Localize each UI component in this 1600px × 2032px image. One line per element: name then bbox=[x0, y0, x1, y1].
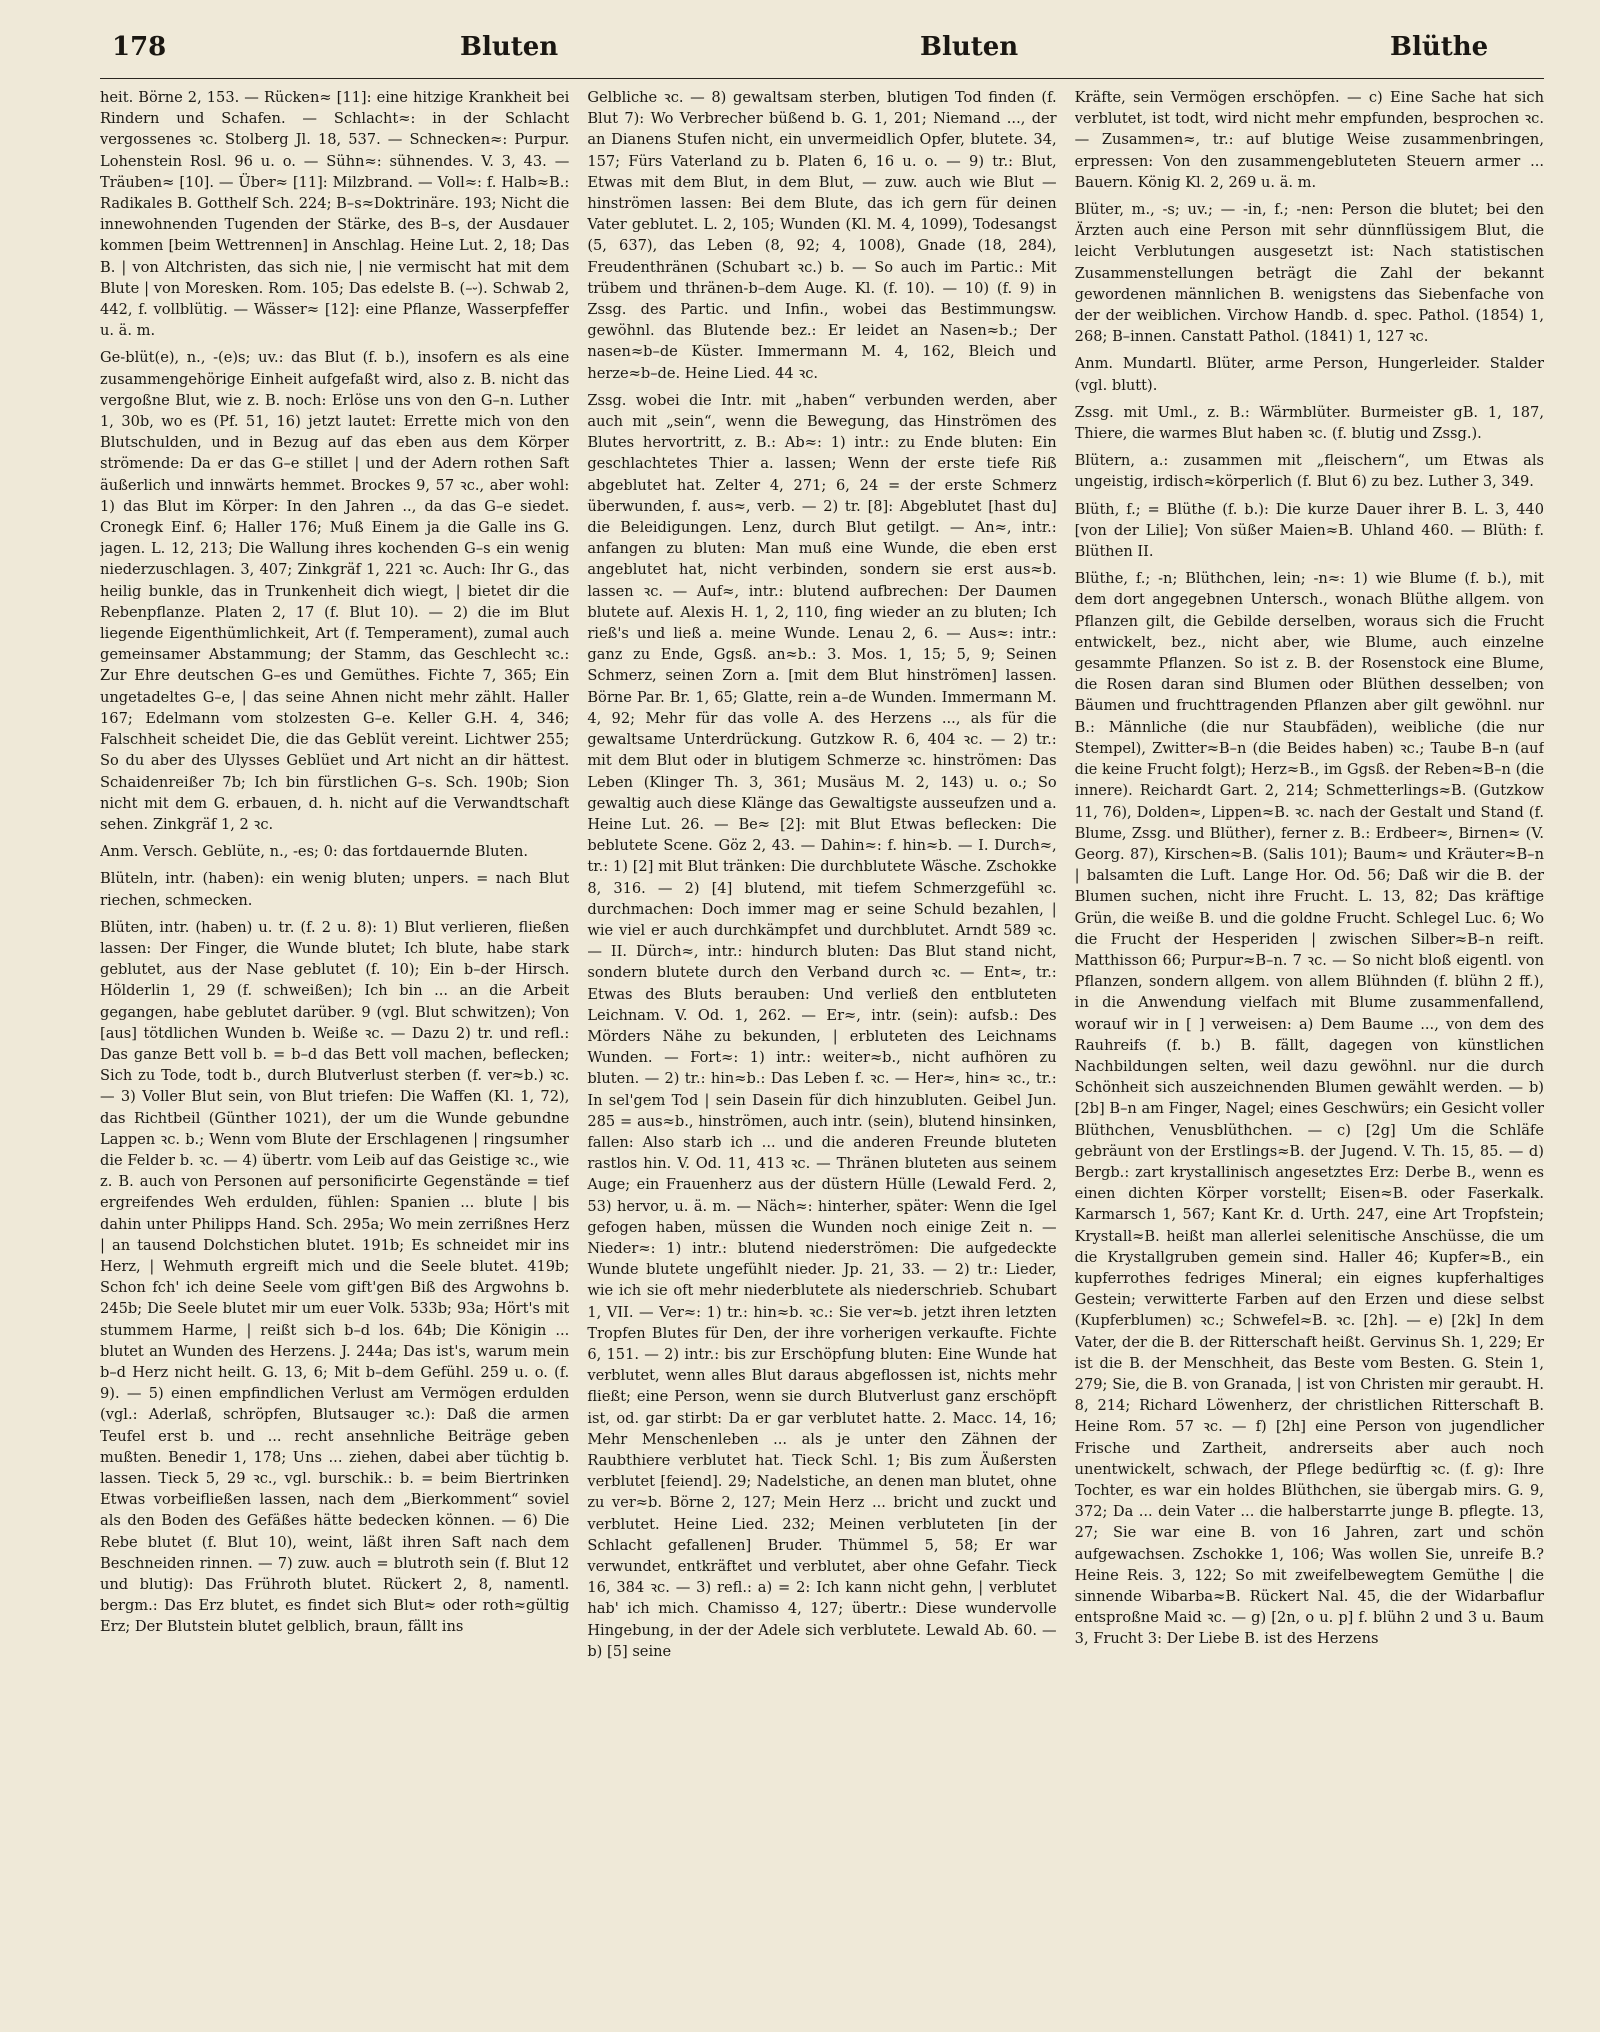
running-head-right: Blüthe bbox=[1390, 32, 1489, 62]
entry-paragraph: Blüten, intr. (haben) u. tr. (f. 2 u. 8): 1) Blut verlieren, fließen lassen: Der Finger, die Wunde blutet; Ich blute, habe stark geblutet, aus der Nase geblutet (f. 10); Ein b–der Hirsch. Hölderlin 1, 29 (f. schweißen); Ich bin ... an die Arbeit gegangen, habe geblutet darüber. 9 (vgl. Blut schwitzen); Von [aus] tötdlichen Wunden b. Weiße ꝛc. — Dazu 2) tr. und refl.: Das ganze Bett voll b. = b–d das Bett voll machen, beflecken; Sich zu Tode, todt b., durch Blutverlust sterben (f. ver≈b.) ꝛc. — 3) Voller Blut sein, von Blut triefen: Die Waffen (Kl. 1, 72), das Richtbeil (Günther 1021), der um die Wunde gebundne Lappen ꝛc. b.; Wenn vom Blute der Erschlagenen | ringsumher die Felder b. ꝛc. — 4) übertr. vom Leib auf das Geistige ꝛc., wie z. B. auch von Personen auf personificirte Gegenstände = tief ergreifendes Weh erdulden, fühlen: Spanien ... blute | bis dahin unter Philipps Hand. Sch. 295a; Wo mein zerrißnes Herz | an tausend Dolchstichen blutet. 191b; Es schneidet mir ins Herz, | Wehmuth ergreift mich und die Seele blutet. 419b; Schon fch' ich deine Seele vom gift'gen Biß des Argwohns b. 245b; Die Seele blutet mir um euer Volk. 533b; 93a; Hört's mit stummem Harme, | reißt sich b–d los. 64b; Die Königin ... blutet an Wunden des Herzens. J. 244a; Das ist's, warum mein b–d Herz nicht heilt. G. 13, 6; Mit b–dem Gefühl. 259 u. o. (f. 9). — 5) einen empfindlichen Verlust am Vermögen erdulden (vgl.: Aderlaß, schröpfen, Blutsauger ꝛc.): Daß die armen Teufel erst b. und ... recht ansehnliche Beiträge geben mußten. Benedir 1, 178; Uns ... ziehen, dabei aber tüchtig b. lassen. Tieck 5, 29 ꝛc., vgl. burschik.: b. = beim Biertrinken Etwas vorbeifließen lassen, nach dem „Bierkomment“ soviel als den Boden des Gefäßes hätte bedecken können. — 6) Die Rebe blutet (f. Blut 10), weint, läßt ihren Saft nach dem Beschneiden rinnen. — 7) zuw. auch = blutroth sein (f. Blut 12 und blutig): Das Frühroth blutet. Rückert 2, 8, namentl. bergm.: Das Erz blutet, es findet sich Blut≈ oder roth≈gültig Erz; Der Blutstein blutet gelblich, braun, fällt ins bbox=[100, 918, 570, 1636]
entry-paragraph: Kräfte, sein Vermögen erschöpfen. — c) Eine Sache hat sich verblutet, ist todt, wird nicht mehr empfunden, besprochen ꝛc. — Zusammen≈, tr.: auf blutige Weise zusammenbringen, erpressen: Von den zusammengebluteten Steuern armer ... Bauern. König Kl. 2, 269 u. ä. m. bbox=[1074, 89, 1544, 191]
entry-paragraph: Gelbliche ꝛc. — 8) gewaltsam sterben, blutigen Tod finden (f. Blut 7): Wo Verbrecher büßend b. G. 1, 201; Niemand ..., der an Dianens Stufen nicht, ein unvermeidlich Opfer, blutete. 34, 157; Fürs Vaterland zu b. Platen 6, 16 u. o. — 9) tr.: Blut, Etwas mit dem Blut, in dem Blut, — zuw. auch wie Blut — hinströmen lassen: Bei dem Blute, das ich gern für deinen Vater geblutet. L. 2, 105; Wunden (Kl. M. 4, 1099), Todesangst (5, 637), das Leben (8, 92; 4, 1008), Gnade (18, 284), Freudenthränen (Schubart ꝛc.) b. — So auch im Partic.: Mit trübem und thränen-b–dem Auge. Kl. (f. 10). — 10) (f. 9) in Zssg. des Partic. und Infin., wobei das Bestimmungsw. gewöhnl. das Blutende bez.: Er leidet an Nasen≈b.; Der nasen≈b–de Küster. Immermann M. 4, 162, Bleich und herze≈b–de. Heine Lied. 44 ꝛc. bbox=[587, 89, 1057, 382]
entry-paragraph: Zssg. mit Uml., z. B.: Wärmblüter. Burmeister gB. 1, 187, Thiere, die warmes Blut haben ꝛc. (f. blutig und Zssg.). bbox=[1074, 403, 1544, 443]
column-3 bbox=[1075, 87, 1544, 2017]
entry-paragraph: Blüteln, intr. (haben): ein wenig bluten; unpers. = nach Blut riechen, schmecken. bbox=[100, 870, 570, 909]
entry-paragraph: Blüter, m., -s; uv.; — -in, f.; -nen: Person die blutet; bei den Ärzten auch eine Person mit sehr dünnflüssigem Blut, die leicht Verblutungen ausgesetzt ist: Nach statistischen Zusammenstellungen beträgt die Zahl der bekannt gewordenen männlichen B. wenigstens das Siebenfache von der der weiblichen. Virchow Handb. d. spec. Pathol. (1854) 1, 268; B–innen. Canstatt Pathol. (1841) 1, 127 ꝛc. bbox=[1074, 201, 1544, 346]
page-number: 178 bbox=[112, 32, 167, 62]
column-2 bbox=[587, 87, 1056, 2017]
running-head-left: Bluten bbox=[460, 32, 559, 62]
entry-paragraph: Ge-blüt(e), n., -(e)s; uv.: das Blut (f. b.), insofern es als eine zusammengehörige Einheit aufgefaßt wird, also z. B. nicht das vergoßne Blut, wie z. B. noch: Erlöse uns von den G–n. Luther 1, 30b, wo es (Pf. 51, 16) jetzt lautet: Errette mich von den Blutschulden, und in Bezug auf das eben aus dem Körper strömende: Da er das G–e stillet | und der Adern rothen Saft äußerlich und innwärts hemmet. Brockes 9, 57 ꝛc., aber wohl: 1) das Blut im Körper: In den Jahren .., da das G–e siedet. Cronegk Einf. 6; Haller 176; Muß Einem ja die Galle ins G. jagen. L. 12, 213; Die Wallung ihres kochenden G–s ein wenig niederzuschlagen. 3, 407; Zinkgräf 1, 221 ꝛc. Auch: Ihr G., das heilig bunkle, das in Trunkenheit dich wiegt, | bietet dir die Rebenpflanze. Platen 2, 17 (f. Blut 10). — 2) die im Blut liegende Eigenthümlichkeit, Art (f. Temperament), zumal auch gemeinsamer Abstammung; der Stamm, das Geschlecht ꝛc.: Zur Ehre deutschen G–es und Gemüthes. Fichte 7, 365; Ein ungetadeltes G–e, | das seine Ahnen nicht mehr zählt. Haller 167; Edelmann vom stolzesten G–e. Keller G.H. 4, 346; Falschheit scheidet Die, die das Geblüt vereint. Lichtwer 255; So du aber des Ulysses Geblüet und Art nicht an dir hättest. Schaidenreißer 7b; Ich bin fürstlichen G–s. Sch. 190b; Sion nicht mit dem G. erbauen, d. h. nicht auf die Verwandtschaft sehen. Zinkgräf 1, 2 ꝛc. bbox=[100, 349, 570, 833]
text-columns bbox=[100, 87, 1544, 2017]
entry-paragraph: Blüth, f.; = Blüthe (f. b.): Die kurze Dauer ihrer B. L. 3, 440 [von der Lilie]; Von süßer Maien≈B. Uhland 460. — Blüth: f. Blüthen II. bbox=[1074, 500, 1544, 561]
entry-paragraph: Zssg. wobei die Intr. mit „haben“ verbunden werden, aber auch mit „sein“, wenn die Bewegung, das Hinströmen des Blutes hervortritt, z. B.: Ab≈: 1) intr.: zu Ende bluten: Ein geschlachtetes Thier a. lassen; Wenn der erste tiefe Riß abgeblutet hat. Zelter 4, 271; 6, 24 = der erste Schmerz überwunden, f. aus≈, verb. — 2) tr. [8]: Abgeblutet [hast du] die Beleidigungen. Lenz, durch Blut getilgt. — An≈, intr.: anfangen zu bluten: Man muß eine Wunde, die eben erst angeblutet hat, nicht verbinden, sondern sie erst aus≈b. lassen ꝛc. — Auf≈, intr.: blutend aufbrechen: Der Daumen blutete auf. Alexis H. 1, 2, 110, fing wieder an zu bluten; Ich rieß's und ließ a. meine Wunde. Lenau 2, 6. — Aus≈: intr.: ganz zu Ende, Ggsß. an≈b.: 3. Mos. 1, 15; 5, 9; Seinen Schmerz, seinen Zorn a. [mit dem Blut hinströmen] lassen. Börne Par. Br. 1, 65; Glatte, rein a–de Wunden. Immermann M. 4, 92; Mehr für das volle A. des Herzens ..., als für die gewaltsame Unterdrückung. Gutzkow R. 6, 404 ꝛc. — 2) tr.: mit dem Blut oder in blutigem Schmerze ꝛc. hinströmen: Das Leben (Klinger Th. 3, 361; Musäus M. 2, 143) u. o.; So gewaltig auch diese Klänge das Gewaltigste ausseufzen und a. Heine Lut. 26. — Be≈ [2]: mit Blut Etwas beflecken: Die beblutete Scene. Göz 2, 43. — Dahin≈: f. hin≈b. — I. Durch≈, tr.: 1) [2] mit Blut tränken: Die durchblutete Wäsche. Zschokke 8, 316. — 2) [4] blutend, mit tiefem Schmerzgefühl ꝛc. durchmachen: Doch immer mag er seine Schuld bezahlen, | wie viel er auch durchkämpfet und durchblutet. Arndt 589 ꝛc. — II. Dürch≈, intr.: hindurch bluten: Das Blut stand nicht, sondern blutete durch den Verband durch ꝛc. — Ent≈, tr.: Etwas des Bluts berauben: Und verließ den entbluteten Leichnam. V. Od. 1, 262. — Er≈, intr. (sein): aufsb.: Des Mörders Nähe zu bekunden, | erbluteten des Leichnams Wunden. — Fort≈: 1) intr.: weiter≈b., nicht aufhören zu bluten. — 2) tr.: hin≈b.: Das Leben f. ꝛc. — Her≈, hin≈ ꝛc., tr.: In sel'gem Tod | sein Dasein für dich hinzubluten. Geibel Jun. 285 = aus≈b., hinströmen, auch intr. (sein), blutend hinsinken, fallen: Also starb ich ... und die anderen Freunde bluteten rastlos hin. V. Od. 11, 413 ꝛc. — Thränen bluteten aus seinem Auge; ein Frauenherz aus der düstern Hülle (Lewald Ferd. 2, 53) hervor, u. ä. m. — Näch≈: hinterher, später: Wenn die Igel gefogen haben, müssen die Wunden noch einige Zeit n. — Nieder≈: 1) intr.: blutend niederströmen: Die aufgedeckte Wunde blutete ungefühlt nieder. Jp. 21, 33. — 2) tr.: Lieder, wie ich sie oft mehr niederblutete als niederschrieb. Schubart 1, VII. — Ver≈: 1) tr.: hin≈b. ꝛc.: Sie ver≈b. jetzt ihren letzten Tropfen Blutes für Den, der ihre vorherigen verkaufte. Fichte 6, 151. — 2) intr.: bis zur Erschöpfung bluten: Eine Wunde hat verblutet, wenn alles Blut daraus abgeflossen ist, nichts mehr fließt; eine Person, wenn sie durch Blutverlust ganz erschöpft ist, od. gar stirbt: Da er gar verblutet hatte. 2. Macc. 14, 16; Mehr Menschenleben ... als je unter den Zähnen der Raubthiere verblutet hat. Tieck Schl. 1; Bis zum Äußersten verblutet [feiend]. 29; Nadelstiche, an denen man blutet, ohne zu ver≈b. Börne 2, 127; Mein Herz ... bricht und zuckt und verblutet. Heine Lied. 232; Meinen verbluteten [in der Schlacht gefallenen] Bruder. Thümmel 5, 58; Er war verwundet, entkräftet und verblutet, aber ohne Gefahr. Tieck 16, 384 ꝛc. — 3) refl.: a) = 2: Ich kann nicht gehn, | verblutet hab' ich mich. Chamisso 4, 127; übertr.: Diese wundervolle Hingebung, in der der Adele sich verblutete. Lewald Ab. 60. — b) [5] seine bbox=[587, 391, 1057, 1660]
entry-paragraph: heit. Börne 2, 153. — Rücken≈ [11]: eine hitzige Krankheit bei Rindern und Schafen. — Schlacht≈: in der Schlacht vergossenes ꝛc. Stolberg Jl. 18, 537. — Schnecken≈: Purpur. Lohenstein Rosl. 96 u. o. — Sühn≈: sühnendes. V. 3, 43. — Träuben≈ [10]. — Über≈ [11]: Milzbrand. — Voll≈: f. Halb≈B.: Radikales B. Gotthelf Sch. 224; B–s≈Doktrinäre. 193; Nicht die innewohnenden Tugenden der Stärke, des B–s, der Ausdauer kommen [beim Wettrennen] in Anschlag. Heine Lut. 2, 18; Das B. | von Altchristen, das sich nie, | nie vermischt hat mit dem Blute | von Moresken. Rom. 105; Das edelste B. (–⏑). Schwab 2, 442, f. vollblütig. — Wässer≈ [12]: eine Pflanze, Wasserpfeffer u. ä. m. bbox=[100, 89, 570, 340]
entry-paragraph: Blütern, a.: zusammen mit „fleischern“, um Etwas als ungeistig, irdisch≈körperlich (f. Blut 6) zu bez. Luther 3, 349. bbox=[1074, 452, 1544, 491]
entry-paragraph: Blüthe, f.; -n; Blüthchen, lein; -n≈: 1) wie Blume (f. b.), mit dem dort angegebnen Untersch., wonach Blüthe allgem. von Pflanzen gilt, die Gebilde derselben, woraus sich die Frucht entwickelt, bez., nicht aber, wie Blume, auch einzelne gesammte Pflanzen. So ist z. B. der Rosenstock eine Blume, die Rosen daran sind Blumen oder Blüthen desselben; von Bäumen und fruchttragenden Pflanzen aber gilt gewöhnl. nur B.: Männliche (die nur Staubfäden), weibliche (die nur Stempel), Zwitter≈B–n (die Beides haben) ꝛc.; Taube B–n (auf die keine Frucht folgt); Herz≈B., im Ggsß. der Reben≈B–n (die innere). Reichardt Gart. 2, 214; Schmetterlings≈B. (Gutzkow 11, 76), Dolden≈, Lippen≈B. ꝛc. nach der Gestalt und Stand (f. Blume, Zssg. und Blüther), ferner z. B.: Erdbeer≈, Birnen≈ (V. Georg. 87), Kirschen≈B. (Salis 101); Baum≈ und Kräuter≈B–n | balsamten die Luft. Lange Hor. Od. 56; Daß wir die B. der Blumen suchen, nicht ihre Frucht. L. 13, 82; Das kräftige Grün, die weiße B. und die goldne Frucht. Schlegel Luc. 6; Wo die Frucht der Hesperiden | zwischen Silber≈B–n reift. Matthisson 66; Purpur≈B–n. 7 ꝛc. — So nicht bloß eigentl. von Pflanzen, sondern allgem. von allem Blühnden (f. blühn 2 ff.), in die Anwendung vielfach mit Blume zusammenfallend, worauf wir in [ ] verweisen: a) Dem Baume ..., von dem des Rauhreifs (f. b.) B. fällt, dagegen von künstlichen Nachbildungen selten, weil dazu gewöhnl. nur die durch Schönheit sich auszeichnenden Blumen gewählt werden. — b) [2b] B–n am Finger, Nagel; eines Geschwürs; ein Gesicht voller Blüthchen, Venusblüthchen. — c) [2g] Um die Schläfe gebräunt von der Erstlings≈B. der Jugend. V. Th. 15, 85. — d) Bergb.: zart krystallinisch angesetztes Erz: Derbe B., wenn es einen dichten Körper vorstellt; Eisen≈B. oder Faserkalk. Karmarsch 1, 567; Kant Kr. d. Urth. 247, eine Art Tropfstein; Krystall≈B. heißt man allerlei selenitische Anschüsse, die um die Krystallgruben gemein sind. Haller 46; Kupfer≈B., ein kupferrothes fedriges Mineral; ein eignes kupferhaltiges Gestein; verwitterte Farben auf den Erzen und diese selbst (Kupferblumen) ꝛc.; Schwefel≈B. ꝛc. [2h]. — e) [2k] In dem Vater, der die B. der Ritterschaft heißt. Gervinus Sh. 1, 229; Er ist die B. der Menschheit, das Beste vom Besten. G. Stein 1, 279; Sie, die B. von Granada, | ist von Christen mir geraubt. H. 8, 214; Richard Löwenherz, der christlichen Ritterschaft B. Heine Rom. 57 ꝛc. — f) [2h] eine Person von jugendlicher Frische und Zartheit, andrerseits aber auch noch unentwickelt, schwach, der Pflege bedürftig ꝛc. (f. g): Ihre Tochter, es war ein holdes Blüthchen, sie übergab mirs. G. 9, 372; Da ... dein Vater ... die halberstarrte junge B. pflegte. 13, 27; Sie war eine B. von 16 Jahren, zart und schön aufgewachsen. Zschokke 1, 106; Was wollen Sie, unreife B.? Heine Reis. 3, 122; So mit zweifelbewegtem Gemüthe | die sinnende Wibarba≈B. Rückert Nal. 45, die der Widarbaflur entsproßne Maid ꝛc. — g) [2n, o u. p] f. blühn 2 und 3 u. Baum 3, Frucht 3: Der Liebe B. ist des Herzens bbox=[1074, 570, 1544, 1648]
entry-paragraph: Anm. Mundartl. Blüter, arme Person, Hungerleider. Stalder (vgl. blutt). bbox=[1074, 355, 1544, 394]
running-head-center: Bluten bbox=[920, 32, 1019, 62]
page-header bbox=[100, 18, 1544, 79]
column-1 bbox=[100, 87, 569, 2017]
entry-paragraph: Anm. Versch. Geblüte, n., -es; 0: das fortdauernde Bluten. bbox=[100, 843, 529, 861]
